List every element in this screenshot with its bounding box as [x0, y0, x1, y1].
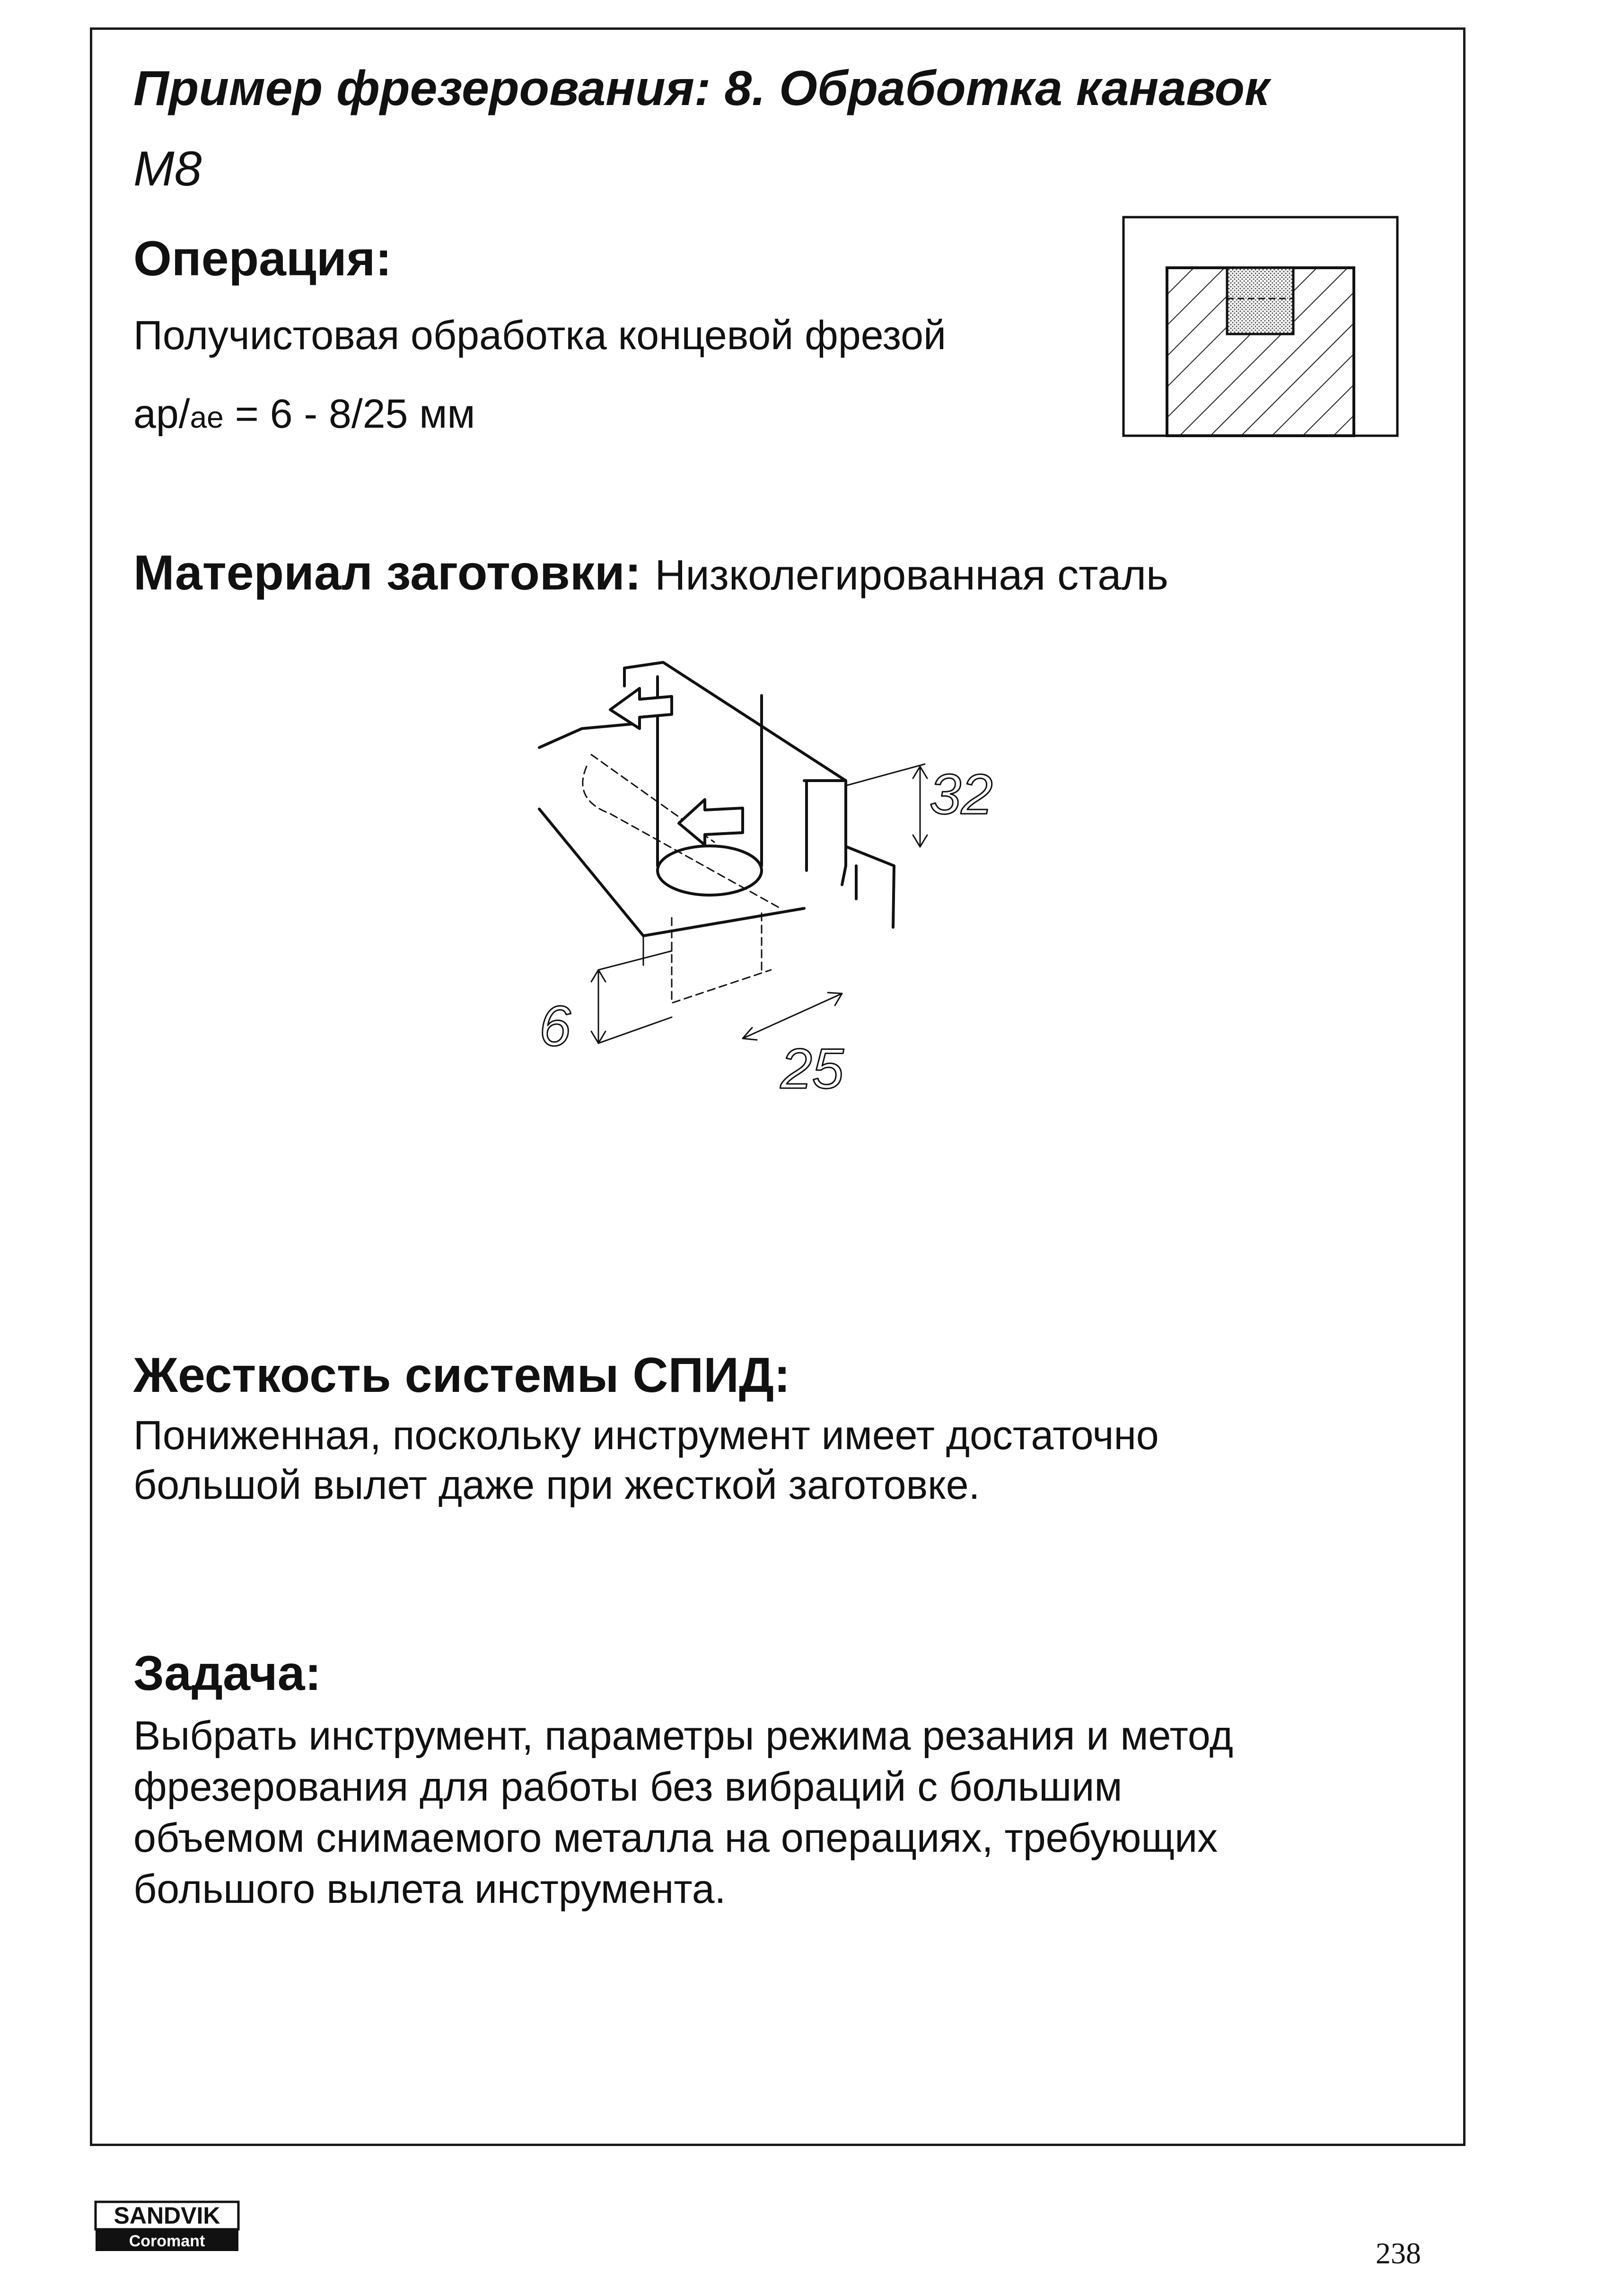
params-value: = 6 - 8/25 мм: [223, 391, 475, 437]
page-title: Пример фрезерования: 8. Обработка канавок: [133, 61, 1270, 116]
task-line-1: Выбрать инструмент, параметры режима резания и метод: [133, 1713, 1233, 1759]
dim-25-line: [743, 994, 842, 1038]
ae-label: ae: [190, 400, 224, 434]
stability-line-2: большой вылет даже при жесткой заготовке.: [133, 1462, 980, 1508]
logo-sub: Coromant: [129, 2232, 205, 2250]
feed-arrow-icon: [610, 688, 672, 729]
dim-6-label: 6: [539, 994, 571, 1058]
workpiece-lower-edge: [847, 847, 894, 866]
stability-line-1: Пониженная, поскольку инструмент имеет достаточно: [133, 1413, 1159, 1458]
dim-6-ext-top: [598, 951, 672, 970]
slot-section: [672, 918, 771, 1003]
ap-label: ap: [133, 391, 179, 437]
operation-description: Получистовая обработка концевой фрезой: [133, 313, 946, 358]
dim-6-ext-bottom: [598, 1017, 672, 1043]
example-code: M8: [133, 141, 202, 196]
params-slash: /: [178, 391, 190, 437]
dim-25-label: 25: [781, 1037, 844, 1100]
dim-32-label: 32: [930, 763, 993, 826]
base-plate-front: [539, 809, 804, 936]
task-line-4: большого вылета инструмента.: [133, 1866, 726, 1912]
rotation-arrow-icon: [679, 800, 743, 845]
dim-32-ext-top: [847, 764, 925, 785]
logo-brand: SANDVIK: [114, 2202, 220, 2229]
stability-heading: Жесткость системы СПИД:: [133, 1348, 790, 1403]
task-heading: Задача:: [133, 1646, 322, 1701]
workpiece-back-edge: [893, 866, 894, 927]
sandvik-coromant-logo: [94, 2200, 240, 2257]
task-line-2: фрезерования для работы без вибраций с большим: [133, 1764, 1123, 1810]
base-plate-back: [539, 724, 634, 748]
milling-isometric-drawing: [516, 643, 1088, 1117]
task-line-3: объемом снимаемого металла на операциях, требующих: [133, 1815, 1218, 1861]
material-value: Низколегированная сталь: [655, 552, 1168, 599]
cutter-end: [658, 846, 762, 895]
operation-heading: Операция:: [133, 231, 392, 286]
page-number: 238: [1376, 2236, 1421, 2270]
material-line: [133, 546, 1168, 600]
material-heading: Материал заготовки:: [133, 545, 641, 600]
slot-cross-section-diagram: [1122, 216, 1399, 437]
cutting-params: [133, 391, 475, 438]
